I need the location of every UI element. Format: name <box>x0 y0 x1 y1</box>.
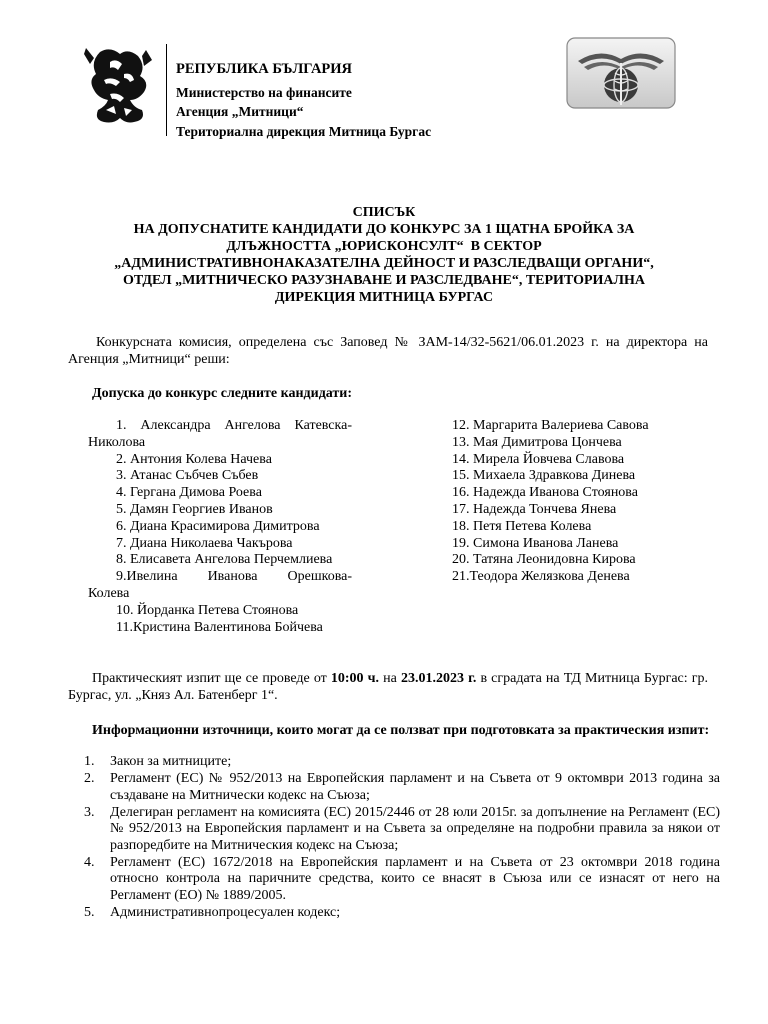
candidate-item: 11.Кристина Валентинова Бойчева <box>116 619 323 635</box>
title-line: ДИРЕКЦИЯ МИТНИЦА БУРГАС <box>274 290 494 305</box>
candidates-right-column <box>452 418 722 586</box>
candidate-item: 20. Татяна Леонидовна Кирова <box>452 552 636 568</box>
ministry-name: Министерство на финансите <box>176 84 352 100</box>
candidate-item: 4. Гергана Димова Роева <box>116 485 262 501</box>
candidate-item: 6. Диана Красимирова Димитрова <box>116 518 320 534</box>
source-number: 5. <box>84 904 95 920</box>
source-item <box>68 855 720 905</box>
country-name: РЕПУБЛИКА БЪЛГАРИЯ <box>176 61 353 77</box>
title-line: ОТДЕЛ „МИТНИЧЕСКО РАЗУЗНАВАНЕ И РАЗСЛЕДВАНЕ“, ТЕРИТОРИАЛНА <box>123 273 645 288</box>
candidate-item: 18. Петя Петева Колева <box>452 518 592 534</box>
header-divider <box>166 44 167 136</box>
candidate-item: 1. Александра Ангелова Катевска-Николова <box>88 418 352 450</box>
title-line: ДЛЪЖНОСТТА „ЮРИСКОНСУЛТ“ В СЕКТОР <box>226 239 542 254</box>
source-item <box>68 754 720 771</box>
candidate-item: 21.Теодора Желязкова Денева <box>452 569 630 585</box>
candidate-item: 19. Симона Иванова Ланева <box>452 535 619 551</box>
source-item <box>68 805 720 855</box>
document-title <box>60 204 708 306</box>
candidate-item: 8. Елисавета Ангелова Перчемлиева <box>116 552 333 568</box>
customs-emblem-icon <box>566 37 676 109</box>
candidate-item: 5. Дамян Георгиев Иванов <box>116 501 273 517</box>
candidate-item: 16. Надежда Иванова Стоянова <box>452 485 638 501</box>
source-number: 4. <box>84 854 95 870</box>
intro-paragraph: Конкурсната комисия, определена със Заповед № ЗАМ-14/32-5621/06.01.2023 г. на директора на Агенция „Митници“ реши: <box>68 335 708 367</box>
candidate-item: 17. Надежда Тончева Янева <box>452 501 617 517</box>
source-text: Административнопроцесуален кодекс; <box>110 904 341 920</box>
exam-date: 23.01.2023 г. <box>400 671 477 686</box>
source-item <box>68 771 720 804</box>
exam-text-suffix: в сградата на ТД Митница Бургас: гр. Бургас, ул. „Княз Ал. Батенберг 1“. <box>68 671 708 703</box>
candidate-item: 3. Атанас Събчев Събев <box>116 468 259 484</box>
source-text: Делегиран регламент на комисията (ЕС) 2015/2446 от 28 юли 2015г. за допълнение на Регламент (ЕС) № 952/2013 на Европейския парламент и на Съвета за определяне на подробни правила за някои от разпоредбите на Митническия кодекс на Съюза; <box>110 804 720 853</box>
source-text: Закон за митниците; <box>110 754 232 769</box>
exam-paragraph <box>68 670 708 704</box>
title-line: СПИСЪК <box>352 205 416 220</box>
exam-text-middle: на <box>379 671 401 686</box>
agency-name: Агенция „Митници“ <box>176 104 304 119</box>
source-number: 1. <box>84 754 95 769</box>
candidate-item: 15. Михаела Здравкова Динева <box>452 468 636 484</box>
info-sources-heading: Информационни източници, които могат да се ползват при подготовката за практическия изпит: <box>92 723 710 738</box>
exam-text-prefix: Практическият изпит ще се проведе от <box>92 671 331 686</box>
admit-heading: Допуска до конкурс следните кандидати: <box>92 386 353 401</box>
title-line: НА ДОПУСНАТИТЕ КАНДИДАТИ ДО КОНКУРС ЗА 1 ЩАТНА БРОЙКА ЗА <box>133 222 635 237</box>
candidate-item: 7. Диана Николаева Чакърова <box>116 535 293 551</box>
candidate-item: 10. Йорданка Петева Стоянова <box>116 602 299 618</box>
candidate-item: 9.Ивелина Иванова Орешкова-Колева <box>88 569 352 601</box>
directorate-name: Териториална дирекция Митница Бургас <box>176 123 432 139</box>
source-number: 3. <box>84 804 95 820</box>
candidate-item: 12. Маргарита Валериева Савова <box>452 418 649 433</box>
source-text: Регламент (ЕС) № 952/2013 на Европейския парламент и на Съвета от 9 октомври 2013 година за създаване на Митнически кодекс на Съюза; <box>110 771 720 803</box>
candidates-left-column <box>88 418 352 636</box>
source-text: Регламент (ЕС) 1672/2018 на Европейския парламент и на Съвета от 23 октомври 2018 година относно контрола на паричните средства, които се внасят в Съюза или се изнасят от него на Регламент (ЕО) № 1889/2005. <box>110 854 720 903</box>
lion-coat-of-arms-icon <box>80 44 156 128</box>
title-line: „АДМИНИСТРАТИВНОНАКАЗАТЕЛНА ДЕЙНОСТ И РАЗСЛЕДВАЩИ ОРГАНИ“, <box>114 256 654 271</box>
candidate-item: 2. Антония Колева Начева <box>116 451 272 467</box>
candidate-item: 13. Мая Димитрова Цончева <box>452 434 622 450</box>
source-item <box>68 905 720 922</box>
candidate-item: 14. Мирела Йовчева Славова <box>452 451 625 467</box>
sources-list <box>68 754 720 922</box>
source-number: 2. <box>84 771 95 786</box>
header-block <box>176 60 431 141</box>
exam-time: 10:00 ч. <box>330 671 380 686</box>
